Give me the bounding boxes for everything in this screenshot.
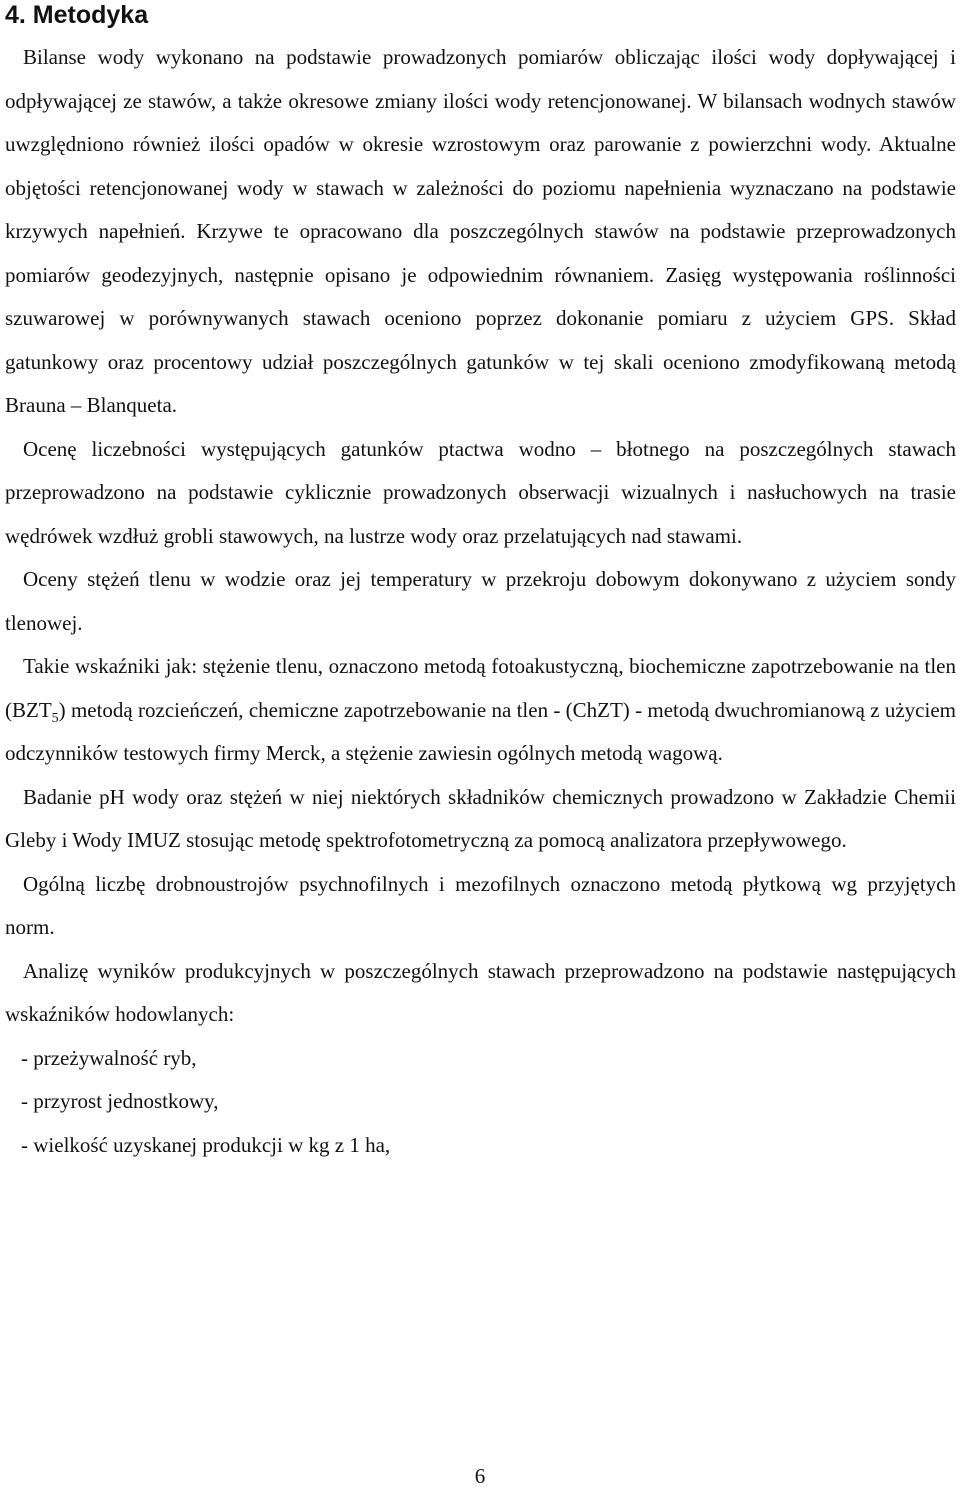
indicators-subscript: 5: [51, 710, 59, 726]
document-page: [5, 0, 956, 1167]
indicators-text-part2: ) metodą rozcieńczeń, chemiczne zapotrzebowanie na tlen - (ChZT) - metodą dwuchromianową z użyciem odczynników testowych firmy Merck, a stężenie zawiesin ogólnych metodą wagową.: [5, 697, 956, 765]
paragraph-oxygen: Oceny stężeń tlenu w wodzie oraz jej temperatury w przekroju dobowym dokonywano z użyciem sondy tlenowej.: [5, 567, 956, 635]
list-item: - przyrost jednostkowy,: [21, 1089, 219, 1113]
section-heading: 4. Metodyka: [5, 1, 149, 29]
indicators-text-part1: Takie wskaźniki jak: stężenie tlenu, oznaczono metodą fotoakustyczną, biochemiczne zapotrzebowanie na tlen (BZT: [5, 654, 956, 722]
list-item: - przeżywalność ryb,: [21, 1045, 197, 1070]
page-number: 6: [474, 1464, 486, 1488]
list-item: - wielkość uzyskanej produkcji w kg z 1 ha,: [21, 1132, 391, 1157]
paragraph-indicators: [5, 645, 956, 776]
paragraph-microorganisms: Ogólną liczbę drobnoustrojów psychnofilnych i mezofilnych oznaczono metodą płytkową wg przyjętych norm.: [5, 871, 956, 939]
paragraph-water-balance: Bilanse wody wykonano na podstawie prowadzonych pomiarów obliczając ilości wody dopływającej i odpływającej ze stawów, a także okresowe zmiany ilości wody retencjonowanej. W bilansach wodnych stawów uwzględniono również ilości opadów w okresie wzrostowym oraz parowanie z powierzchni wody. Aktualne objętości retencjonowanej wody w stawach w zależności do poziomu napełnienia wyznaczano na podstawie krzywych napełnień. Krzywe te opracowano dla poszczególnych stawów na podstawie przeprowadzonych pomiarów geodezyjnych, następnie opisano je odpowiednim równaniem. Zasięg występowania roślinności szuwarowej w porównywanych stawach oceniono poprzez dokonanie pomiaru z użyciem GPS. Skład gatunkowy oraz procentowy udział poszczególnych gatunków w tej skali oceniono zmodyfikowaną metodą Brauna – Blanqueta.: [5, 45, 956, 417]
paragraph-bird-count: Ocenę liczebności występujących gatunków ptactwa wodno – błotnego na poszczególnych stawach przeprowadzono na podstawie cyklicznie prowadzonych obserwacji wizualnych i nasłuchowych na trasie wędrówek wzdłuż grobli stawowych, na lustrze wody oraz przelatujących nad stawami.: [5, 436, 956, 548]
paragraph-ph-analysis: Badanie pH wody oraz stężeń w niej niektórych składników chemicznych prowadzono w Zakładzie Chemii Gleby i Wody IMUZ stosując metodę spektrofotometryczną za pomocą analizatora przepływowego.: [5, 784, 956, 852]
paragraph-production-analysis: Analizę wyników produkcyjnych w poszczególnych stawach przeprowadzono na podstawie następujących wskaźników hodowlanych:: [5, 958, 956, 1026]
indicator-list: [5, 1037, 956, 1168]
